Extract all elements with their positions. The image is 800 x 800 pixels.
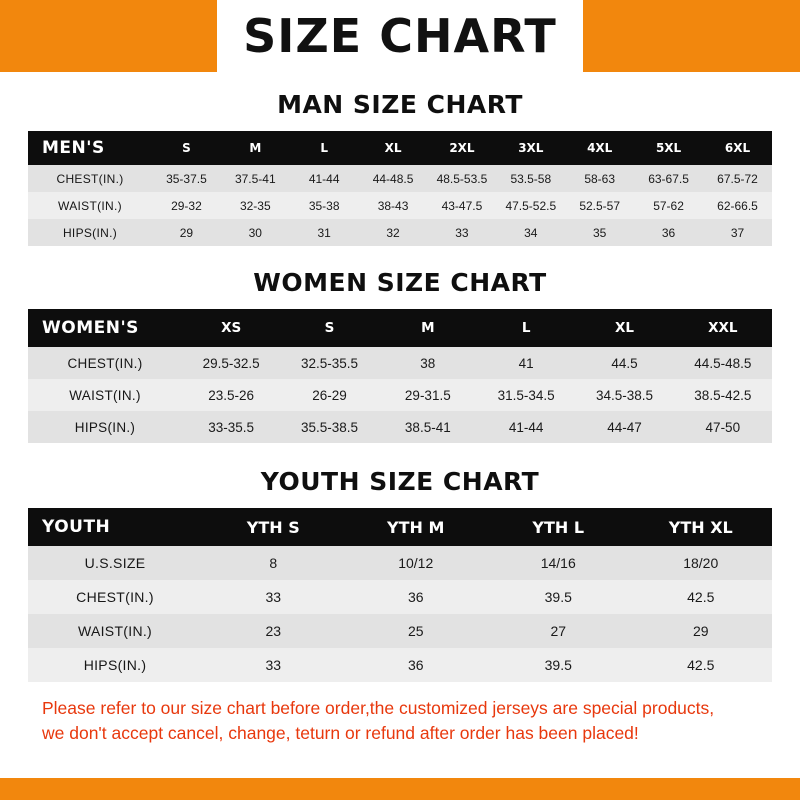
youth-column-header: YTH L (487, 508, 630, 546)
table-header-row (28, 508, 772, 546)
men-cell: 62-66.5 (703, 192, 772, 219)
table-row (28, 648, 772, 682)
youth-cell: 29 (630, 614, 773, 648)
table-header-row (28, 309, 772, 347)
table-row (28, 347, 772, 379)
women-size-table (28, 309, 772, 443)
women-cell: 29.5-32.5 (182, 347, 280, 379)
women-section-title: WOMEN SIZE CHART (253, 268, 547, 297)
youth-cell: 10/12 (345, 546, 488, 580)
youth-cell: 39.5 (487, 648, 630, 682)
youth-cell: 33 (202, 648, 345, 682)
women-cell: 44.5-48.5 (674, 347, 772, 379)
table-row (28, 165, 772, 192)
men-cell: 35 (565, 219, 634, 246)
men-table-head (28, 131, 772, 165)
men-cell: 32-35 (221, 192, 290, 219)
women-cell: 38 (379, 347, 477, 379)
men-column-header: 6XL (703, 131, 772, 165)
youth-cell: 14/16 (487, 546, 630, 580)
men-column-header: XL (359, 131, 428, 165)
men-cell: 37.5-41 (221, 165, 290, 192)
youth-section-title: YOUTH SIZE CHART (260, 467, 540, 496)
youth-size-table (28, 508, 772, 682)
women-column-header: S (280, 309, 378, 347)
youth-cell: 27 (487, 614, 630, 648)
youth-row-label: CHEST(IN.) (28, 580, 202, 614)
bottom-band (0, 778, 800, 800)
men-column-header: 4XL (565, 131, 634, 165)
women-cell: 47-50 (674, 411, 772, 443)
men-cell: 47.5-52.5 (496, 192, 565, 219)
youth-table-body (28, 546, 772, 682)
men-cell: 37 (703, 219, 772, 246)
men-cell: 35-37.5 (152, 165, 221, 192)
women-table-head (28, 309, 772, 347)
table-row (28, 580, 772, 614)
men-table-body (28, 165, 772, 246)
women-row-label: CHEST(IN.) (28, 347, 182, 379)
women-cell: 38.5-41 (379, 411, 477, 443)
women-column-header: XL (575, 309, 673, 347)
women-cell: 32.5-35.5 (280, 347, 378, 379)
youth-cell: 36 (345, 648, 488, 682)
men-cell: 43-47.5 (428, 192, 497, 219)
chart-content (0, 72, 800, 778)
men-row-label: CHEST(IN.) (28, 165, 152, 192)
women-cell: 34.5-38.5 (575, 379, 673, 411)
women-cell: 44-47 (575, 411, 673, 443)
women-corner-header: WOMEN'S (28, 309, 182, 347)
footer-note (42, 696, 758, 746)
women-cell: 23.5-26 (182, 379, 280, 411)
page-title: SIZE CHART (217, 0, 583, 72)
women-cell: 41-44 (477, 411, 575, 443)
table-row (28, 411, 772, 443)
women-column-header: M (379, 309, 477, 347)
men-column-header: 2XL (428, 131, 497, 165)
men-cell: 38-43 (359, 192, 428, 219)
youth-corner-header: YOUTH (28, 508, 202, 546)
men-cell: 31 (290, 219, 359, 246)
youth-column-header: YTH XL (630, 508, 773, 546)
women-table-body (28, 347, 772, 443)
men-cell: 36 (634, 219, 703, 246)
footer-note-line-1: Please refer to our size chart before order,the customized jerseys are special products, (42, 698, 715, 718)
youth-cell: 36 (345, 580, 488, 614)
women-cell: 33-35.5 (182, 411, 280, 443)
men-cell: 63-67.5 (634, 165, 703, 192)
header-band (0, 0, 800, 72)
table-row (28, 546, 772, 580)
table-row (28, 379, 772, 411)
men-cell: 41-44 (290, 165, 359, 192)
men-cell: 48.5-53.5 (428, 165, 497, 192)
youth-cell: 42.5 (630, 648, 773, 682)
men-row-label: HIPS(IN.) (28, 219, 152, 246)
men-cell: 32 (359, 219, 428, 246)
women-cell: 41 (477, 347, 575, 379)
men-column-header: S (152, 131, 221, 165)
men-cell: 44-48.5 (359, 165, 428, 192)
women-cell: 31.5-34.5 (477, 379, 575, 411)
women-column-header: XS (182, 309, 280, 347)
men-cell: 29 (152, 219, 221, 246)
men-column-header: 5XL (634, 131, 703, 165)
youth-table-head (28, 508, 772, 546)
men-column-header: L (290, 131, 359, 165)
women-cell: 26-29 (280, 379, 378, 411)
youth-cell: 18/20 (630, 546, 773, 580)
men-cell: 53.5-58 (496, 165, 565, 192)
youth-column-header: YTH S (202, 508, 345, 546)
women-column-header: XXL (674, 309, 772, 347)
youth-row-label: WAIST(IN.) (28, 614, 202, 648)
men-cell: 52.5-57 (565, 192, 634, 219)
men-cell: 58-63 (565, 165, 634, 192)
women-cell: 38.5-42.5 (674, 379, 772, 411)
men-cell: 57-62 (634, 192, 703, 219)
men-cell: 35-38 (290, 192, 359, 219)
women-cell: 29-31.5 (379, 379, 477, 411)
youth-row-label: HIPS(IN.) (28, 648, 202, 682)
table-header-row (28, 131, 772, 165)
men-size-table (28, 131, 772, 246)
youth-cell: 33 (202, 580, 345, 614)
men-cell: 30 (221, 219, 290, 246)
men-row-label: WAIST(IN.) (28, 192, 152, 219)
men-cell: 29-32 (152, 192, 221, 219)
footer-note-line-2: we don't accept cancel, change, teturn or refund after order has been placed! (42, 722, 639, 743)
women-cell: 35.5-38.5 (280, 411, 378, 443)
men-column-header: 3XL (496, 131, 565, 165)
men-section-title: MAN SIZE CHART (277, 90, 523, 119)
table-row (28, 614, 772, 648)
men-cell: 34 (496, 219, 565, 246)
youth-cell: 42.5 (630, 580, 773, 614)
women-column-header: L (477, 309, 575, 347)
women-row-label: WAIST(IN.) (28, 379, 182, 411)
youth-row-label: U.S.SIZE (28, 546, 202, 580)
youth-cell: 25 (345, 614, 488, 648)
youth-cell: 8 (202, 546, 345, 580)
youth-column-header: YTH M (345, 508, 488, 546)
table-row (28, 219, 772, 246)
women-row-label: HIPS(IN.) (28, 411, 182, 443)
women-cell: 44.5 (575, 347, 673, 379)
youth-cell: 23 (202, 614, 345, 648)
men-cell: 33 (428, 219, 497, 246)
youth-cell: 39.5 (487, 580, 630, 614)
table-row (28, 192, 772, 219)
men-column-header: M (221, 131, 290, 165)
men-cell: 67.5-72 (703, 165, 772, 192)
men-corner-header: MEN'S (28, 131, 152, 165)
